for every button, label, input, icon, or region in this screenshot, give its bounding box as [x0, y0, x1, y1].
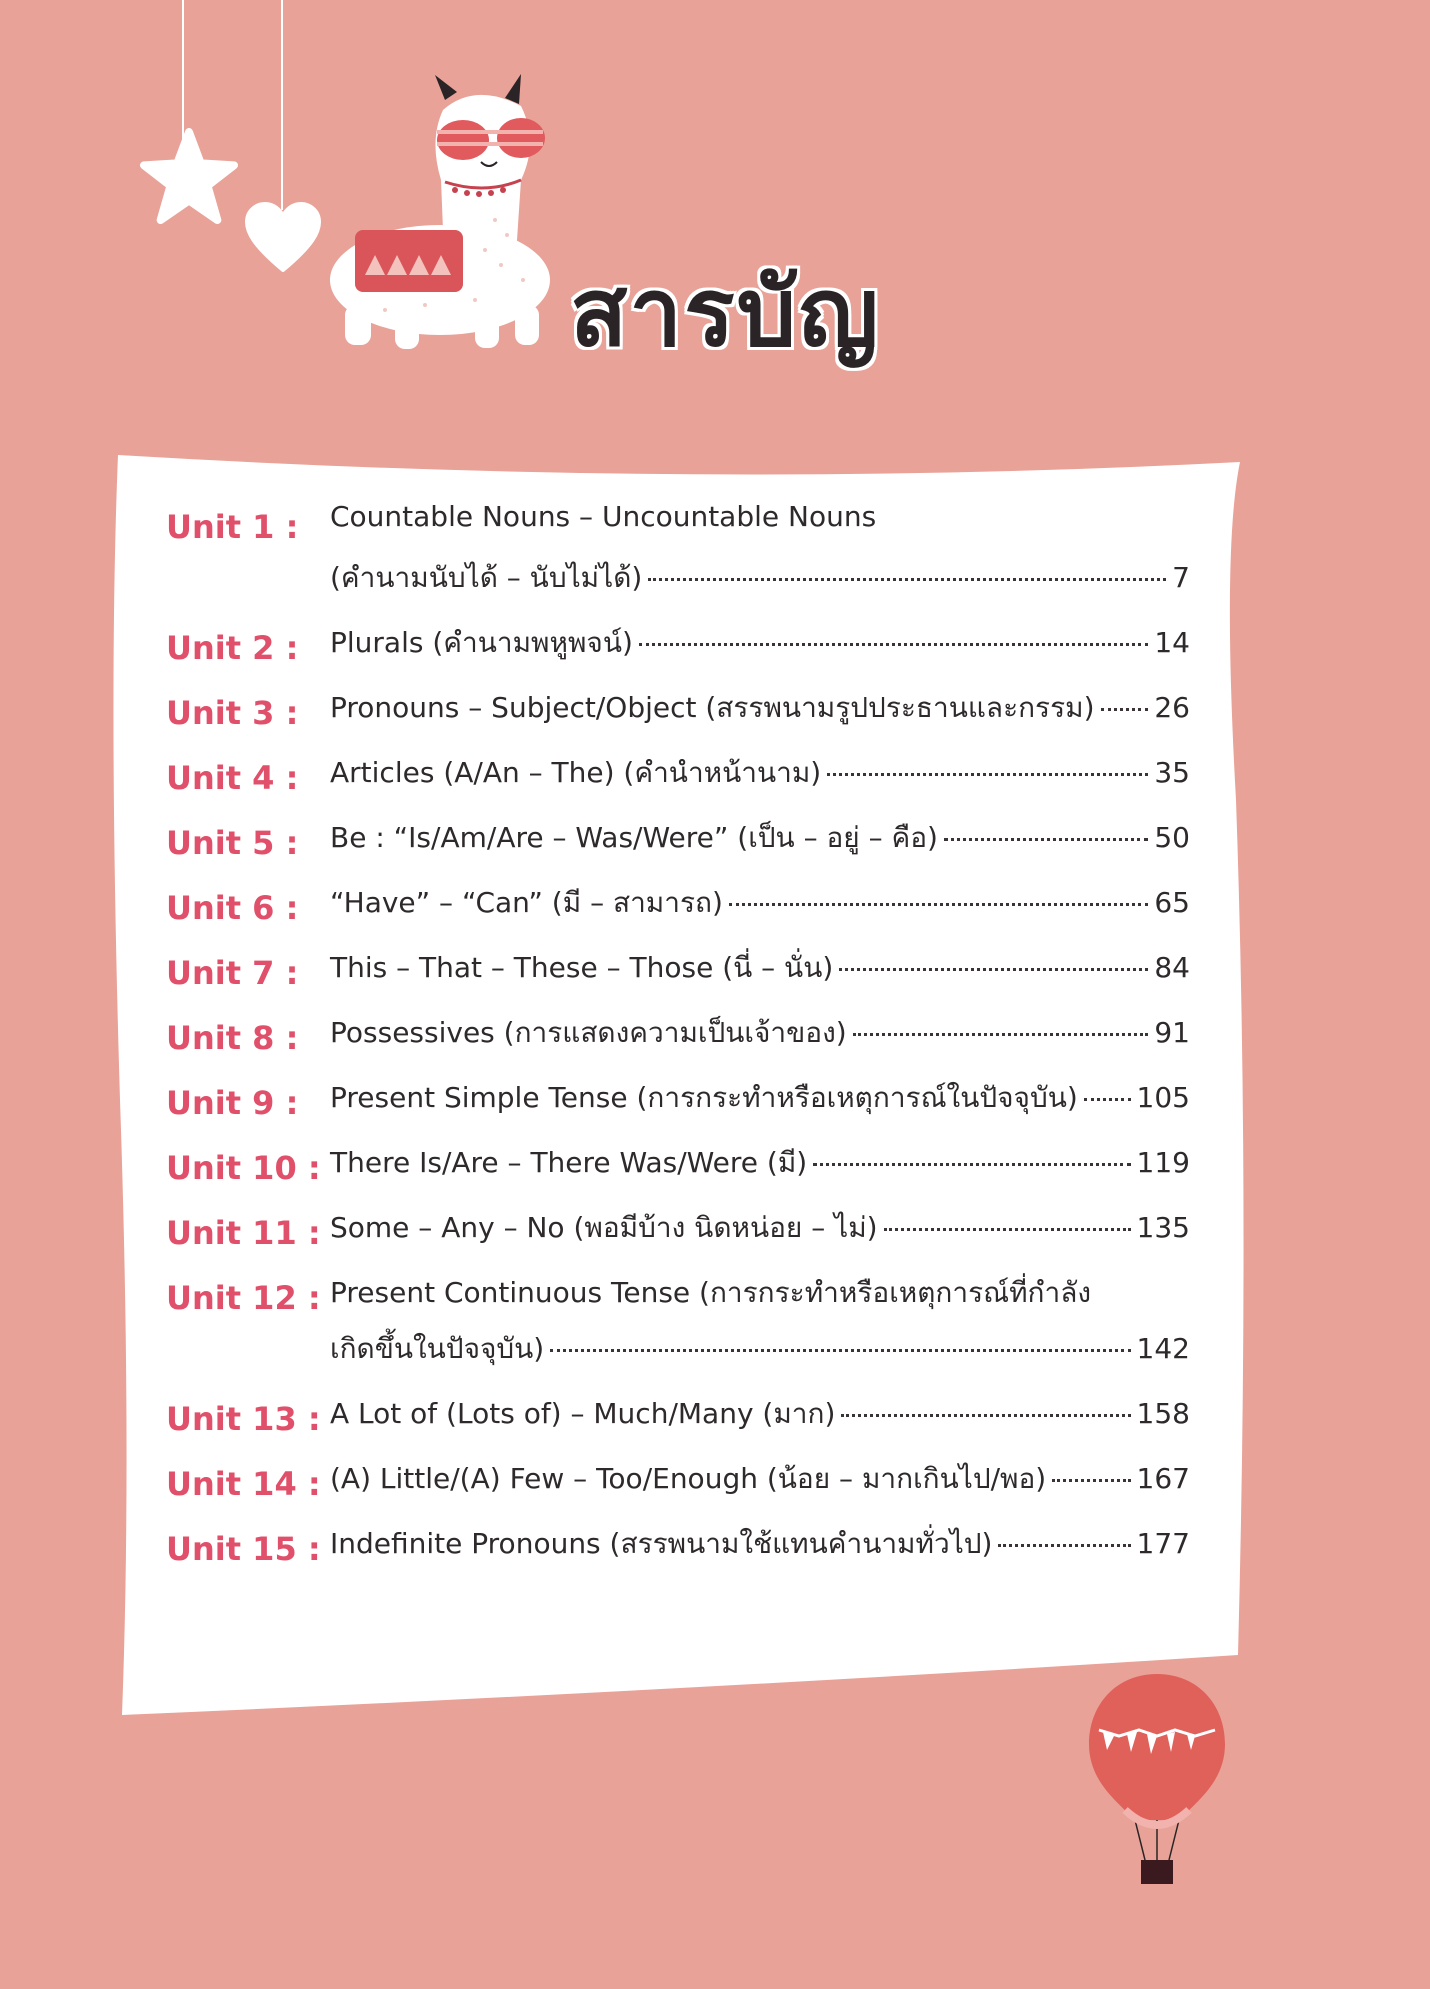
entry-text	[330, 1206, 1190, 1262]
unit-label: Unit 6 :	[166, 889, 299, 927]
dot-leader	[839, 968, 1148, 971]
entry-text	[330, 500, 1190, 612]
unit-label: Unit 13 :	[166, 1400, 321, 1438]
page-number: 142	[1136, 1332, 1190, 1365]
page-title: สารบัญ	[570, 259, 881, 368]
page-number: 135	[1136, 1211, 1190, 1244]
entry-title: (คำนามนับได้ – นับไม่ได้)	[330, 561, 643, 594]
dot-leader	[944, 838, 1148, 841]
page-number: 35	[1154, 756, 1190, 789]
dot-leader	[639, 643, 1148, 646]
entry-text	[330, 1011, 1190, 1067]
entry-text	[330, 621, 1190, 677]
entry-text	[330, 816, 1190, 872]
dot-leader	[1052, 1479, 1130, 1482]
entry-text	[330, 1522, 1190, 1578]
unit-label: Unit 3 :	[166, 694, 299, 732]
unit-label: Unit 5 :	[166, 824, 299, 862]
entry-title: “Have” – “Can” (มี – สามารถ)	[330, 886, 723, 919]
entry-title: Plurals (คำนามพหูพจน์)	[330, 626, 633, 659]
entry-text	[330, 881, 1190, 937]
entry-text	[330, 1076, 1190, 1132]
dot-leader	[813, 1163, 1130, 1166]
page-number: 65	[1154, 886, 1190, 919]
page-number: 14	[1154, 626, 1190, 659]
dot-leader	[729, 903, 1148, 906]
entry-title: Be : “Is/Am/Are – Was/Were” (เป็น – อยู่ – คือ)	[330, 821, 938, 854]
dot-leader	[1084, 1098, 1131, 1101]
unit-label: Unit 8 :	[166, 1019, 299, 1057]
page-number: 91	[1154, 1016, 1190, 1049]
page-number: 119	[1136, 1146, 1190, 1179]
entry-title: Countable Nouns – Uncountable Nouns	[330, 500, 877, 533]
unit-label: Unit 10 :	[166, 1149, 321, 1187]
entry-text	[330, 1392, 1190, 1448]
dot-leader	[853, 1033, 1149, 1036]
dot-leader	[550, 1349, 1130, 1352]
unit-label: Unit 7 :	[166, 954, 299, 992]
unit-label: Unit 11 :	[166, 1214, 321, 1252]
entry-title: Articles (A/An – The) (คำนำหน้านาม)	[330, 756, 822, 789]
page-number: 177	[1136, 1527, 1190, 1560]
entry-title: This – That – These – Those (นี่ – นั่น)	[330, 951, 834, 984]
entry-title: Pronouns – Subject/Object (สรรพนามรูปประธานและกรรม)	[330, 691, 1095, 724]
page-number: 105	[1136, 1081, 1190, 1114]
page-number: 167	[1136, 1462, 1190, 1495]
hot-air-balloon-illustration	[1085, 1670, 1230, 1895]
unit-label: Unit 4 :	[166, 759, 299, 797]
dot-leader	[827, 773, 1148, 776]
unit-label: Unit 9 :	[166, 1084, 299, 1122]
entry-title: เกิดขึ้นในปัจจุบัน)	[330, 1332, 545, 1365]
entry-text	[330, 1457, 1190, 1513]
entry-title: A Lot of (Lots of) – Much/Many (มาก)	[330, 1397, 836, 1430]
unit-label: Unit 14 :	[166, 1465, 321, 1503]
entry-title: Present Continuous Tense (การกระทำหรือเหตุการณ์ที่กำลัง	[330, 1276, 1092, 1309]
unit-label: Unit 15 :	[166, 1530, 321, 1568]
page-number: 84	[1154, 951, 1190, 984]
entry-text	[330, 751, 1190, 807]
dot-leader	[841, 1414, 1130, 1417]
entry-title: (A) Little/(A) Few – Too/Enough (น้อย – มากเกินไป/พอ)	[330, 1462, 1047, 1495]
dot-leader	[998, 1544, 1130, 1547]
dot-leader	[1101, 708, 1149, 711]
entry-title: Some – Any – No (พอมีบ้าง นิดหน่อย – ไม่)	[330, 1211, 878, 1244]
unit-label: Unit 12 :	[166, 1279, 321, 1317]
page-number: 50	[1154, 821, 1190, 854]
unit-label: Unit 1 :	[166, 508, 299, 546]
entry-text	[330, 1271, 1190, 1383]
entry-text	[330, 686, 1190, 742]
entry-text	[330, 1141, 1190, 1197]
page-number: 158	[1136, 1397, 1190, 1430]
entry-text	[330, 946, 1190, 1002]
page-number: 26	[1154, 691, 1190, 724]
entry-title: Present Simple Tense (การกระทำหรือเหตุการณ์ในปัจจุบัน)	[330, 1081, 1078, 1114]
dot-leader	[884, 1228, 1131, 1231]
entry-title: Indefinite Pronouns (สรรพนามใช้แทนคำนามทั่วไป)	[330, 1527, 993, 1560]
page-number: 7	[1172, 561, 1190, 594]
entry-title: There Is/Are – There Was/Were (มี)	[330, 1146, 808, 1179]
entry-title: Possessives (การแสดงความเป็นเจ้าของ)	[330, 1016, 847, 1049]
unit-label: Unit 2 :	[166, 629, 299, 667]
dot-leader	[648, 578, 1166, 581]
